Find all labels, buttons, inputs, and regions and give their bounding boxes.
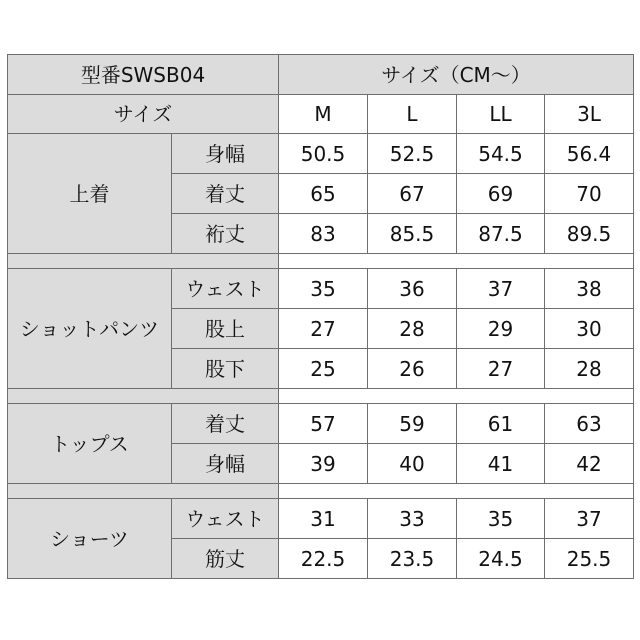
measurement-label: 着丈 bbox=[172, 174, 279, 214]
value-cell: 22.5 bbox=[279, 539, 368, 579]
size-col-header: LL bbox=[457, 95, 545, 134]
value-cell: 50.5 bbox=[279, 134, 368, 174]
model-number-cell: 型番SWSB04 bbox=[8, 55, 279, 95]
value-cell: 52.5 bbox=[368, 134, 457, 174]
value-cell: 27 bbox=[279, 309, 368, 349]
size-col-header: M bbox=[279, 95, 368, 134]
value-cell: 35 bbox=[457, 499, 545, 539]
value-cell: 27 bbox=[457, 349, 545, 389]
value-cell: 69 bbox=[457, 174, 545, 214]
category-label: ショットパンツ bbox=[8, 269, 172, 389]
value-cell: 23.5 bbox=[368, 539, 457, 579]
measurement-label: 身幅 bbox=[172, 444, 279, 484]
value-cell: 42 bbox=[545, 444, 634, 484]
category-label: ショーツ bbox=[8, 499, 172, 579]
table-row bbox=[8, 269, 634, 309]
category-label: 上着 bbox=[8, 134, 172, 254]
table-row bbox=[8, 499, 634, 539]
value-cell: 33 bbox=[368, 499, 457, 539]
value-cell: 26 bbox=[368, 349, 457, 389]
value-cell: 41 bbox=[457, 444, 545, 484]
header-row bbox=[8, 55, 634, 95]
value-cell: 39 bbox=[279, 444, 368, 484]
value-cell: 57 bbox=[279, 404, 368, 444]
value-cell: 61 bbox=[457, 404, 545, 444]
size-unit-cell: サイズ（CM～） bbox=[279, 55, 634, 95]
size-col-header: L bbox=[368, 95, 457, 134]
measurement-label: 裄丈 bbox=[172, 214, 279, 254]
category-label: トップス bbox=[8, 404, 172, 484]
value-cell: 70 bbox=[545, 174, 634, 214]
value-cell: 28 bbox=[545, 349, 634, 389]
value-cell: 63 bbox=[545, 404, 634, 444]
value-cell: 40 bbox=[368, 444, 457, 484]
separator-row bbox=[8, 254, 634, 269]
table-row bbox=[8, 404, 634, 444]
value-cell: 56.4 bbox=[545, 134, 634, 174]
measurement-label: 股下 bbox=[172, 349, 279, 389]
separator-row bbox=[8, 484, 634, 499]
measurement-label: ウェスト bbox=[172, 269, 279, 309]
value-cell: 65 bbox=[279, 174, 368, 214]
value-cell: 25 bbox=[279, 349, 368, 389]
size-col-header: 3L bbox=[545, 95, 634, 134]
size-chart-table bbox=[7, 54, 634, 579]
value-cell: 35 bbox=[279, 269, 368, 309]
value-cell: 24.5 bbox=[457, 539, 545, 579]
value-cell: 59 bbox=[368, 404, 457, 444]
value-cell: 87.5 bbox=[457, 214, 545, 254]
value-cell: 28 bbox=[368, 309, 457, 349]
value-cell: 31 bbox=[279, 499, 368, 539]
value-cell: 30 bbox=[545, 309, 634, 349]
separator-row bbox=[8, 389, 634, 404]
measurement-label: 股上 bbox=[172, 309, 279, 349]
value-cell: 25.5 bbox=[545, 539, 634, 579]
measurement-label: ウェスト bbox=[172, 499, 279, 539]
value-cell: 37 bbox=[457, 269, 545, 309]
value-cell: 38 bbox=[545, 269, 634, 309]
value-cell: 29 bbox=[457, 309, 545, 349]
value-cell: 89.5 bbox=[545, 214, 634, 254]
measurement-label: 身幅 bbox=[172, 134, 279, 174]
size-header-row bbox=[8, 95, 634, 134]
value-cell: 67 bbox=[368, 174, 457, 214]
value-cell: 36 bbox=[368, 269, 457, 309]
table-row bbox=[8, 134, 634, 174]
value-cell: 83 bbox=[279, 214, 368, 254]
size-row-label: サイズ bbox=[8, 95, 279, 134]
value-cell: 85.5 bbox=[368, 214, 457, 254]
value-cell: 37 bbox=[545, 499, 634, 539]
measurement-label: 筋丈 bbox=[172, 539, 279, 579]
measurement-label: 着丈 bbox=[172, 404, 279, 444]
value-cell: 54.5 bbox=[457, 134, 545, 174]
